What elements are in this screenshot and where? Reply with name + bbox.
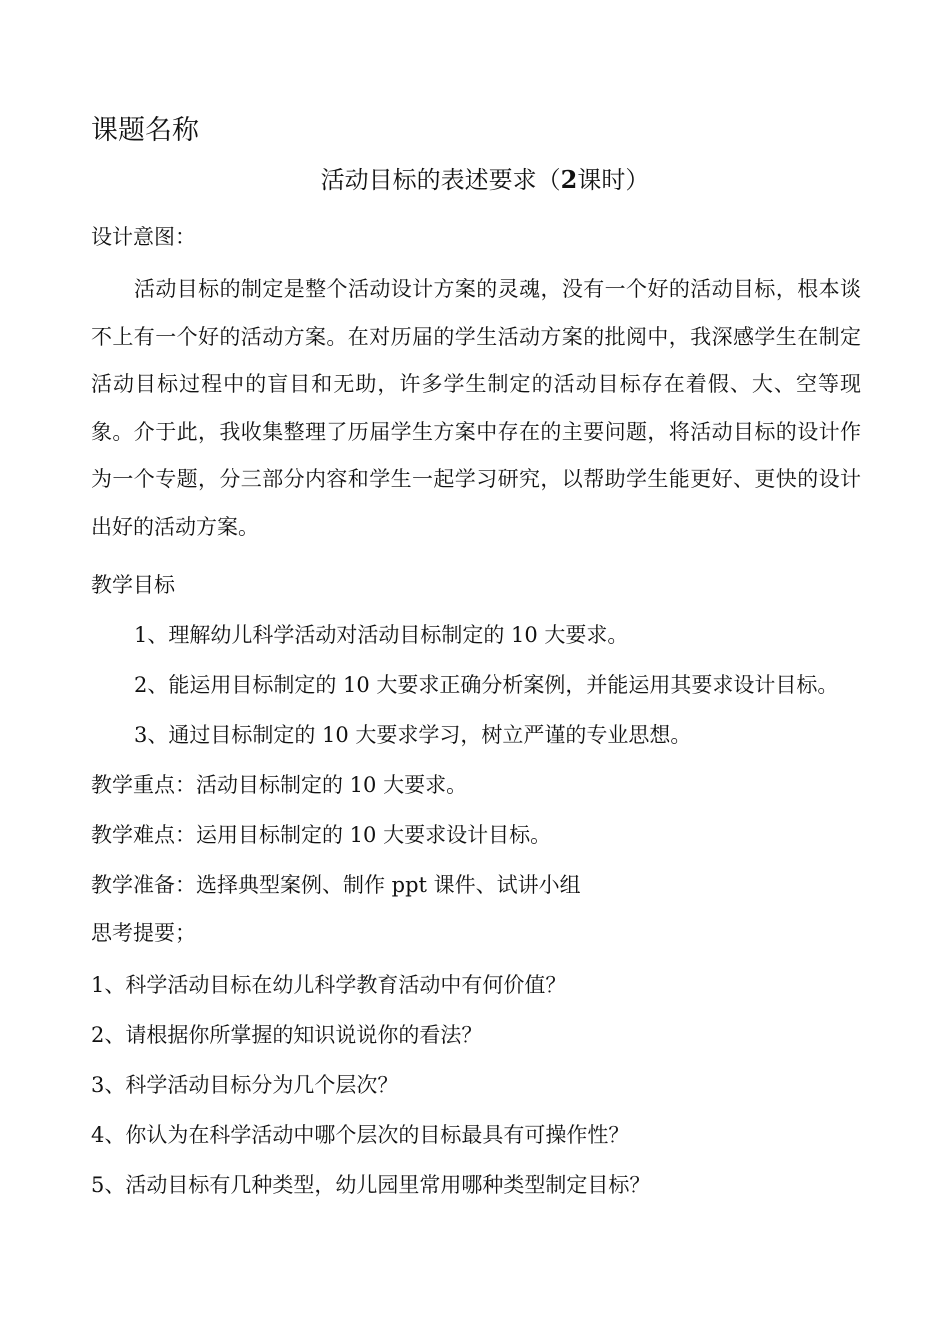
objective-item-1: 1、理解幼儿科学活动对活动目标制定的 10 大要求。 <box>134 623 629 647</box>
question-item-5: 5、活动目标有几种类型，幼儿园里常用哪种类型制定目标？ <box>91 1173 651 1197</box>
lesson-title-text: 活动目标的表述要求（ <box>320 166 561 194</box>
question-item-4: 4、你认为在科学活动中哪个层次的目标最具有可操作性？ <box>91 1123 630 1147</box>
question-item-3: 3、科学活动目标分为几个层次？ <box>91 1073 399 1097</box>
key-point: 教学重点：活动目标制定的 10 大要求。 <box>91 773 468 797</box>
preparation: 教学准备：选择典型案例、制作 ppt 课件、试讲小组 <box>91 873 581 897</box>
objectives-heading: 教学目标 <box>91 573 175 597</box>
question-item-1: 1、科学活动目标在幼儿科学教育活动中有何价值？ <box>91 973 567 997</box>
design-heading: 设计意图： <box>91 225 196 249</box>
difficulty: 教学难点：运用目标制定的 10 大要求设计目标。 <box>91 823 552 847</box>
lesson-label: 课题名称 <box>91 115 199 146</box>
objective-item-3: 3、通过目标制定的 10 大要求学习，树立严谨的专业思想。 <box>134 723 692 747</box>
question-item-2: 2、请根据你所掌握的知识说说你的看法？ <box>91 1023 483 1047</box>
lesson-title <box>0 164 950 196</box>
questions-heading: 思考提要； <box>91 921 196 945</box>
lesson-title-suffix: 课时） <box>577 166 650 194</box>
design-paragraph: 活动目标的制定是整个活动设计方案的灵魂，没有一个好的活动目标，根本谈不上有一个好的活动方案。在对历届的学生活动方案的批阅中，我深感学生在制定活动目标过程中的盲目和无助，许多学生制定的活动目标存在着假、大、空等现象。介于此，我收集整理了历届学生方案中存在的主要问题，将活动目标的设计作为一个专题，分三部分内容和学生一起学习研究，以帮助学生能更好、更快的设计出好的活动方案。 <box>91 277 861 539</box>
lesson-title-hours: 2 <box>560 165 578 194</box>
objective-item-2: 2、能运用目标制定的 10 大要求正确分析案例，并能运用其要求设计目标。 <box>134 673 839 697</box>
